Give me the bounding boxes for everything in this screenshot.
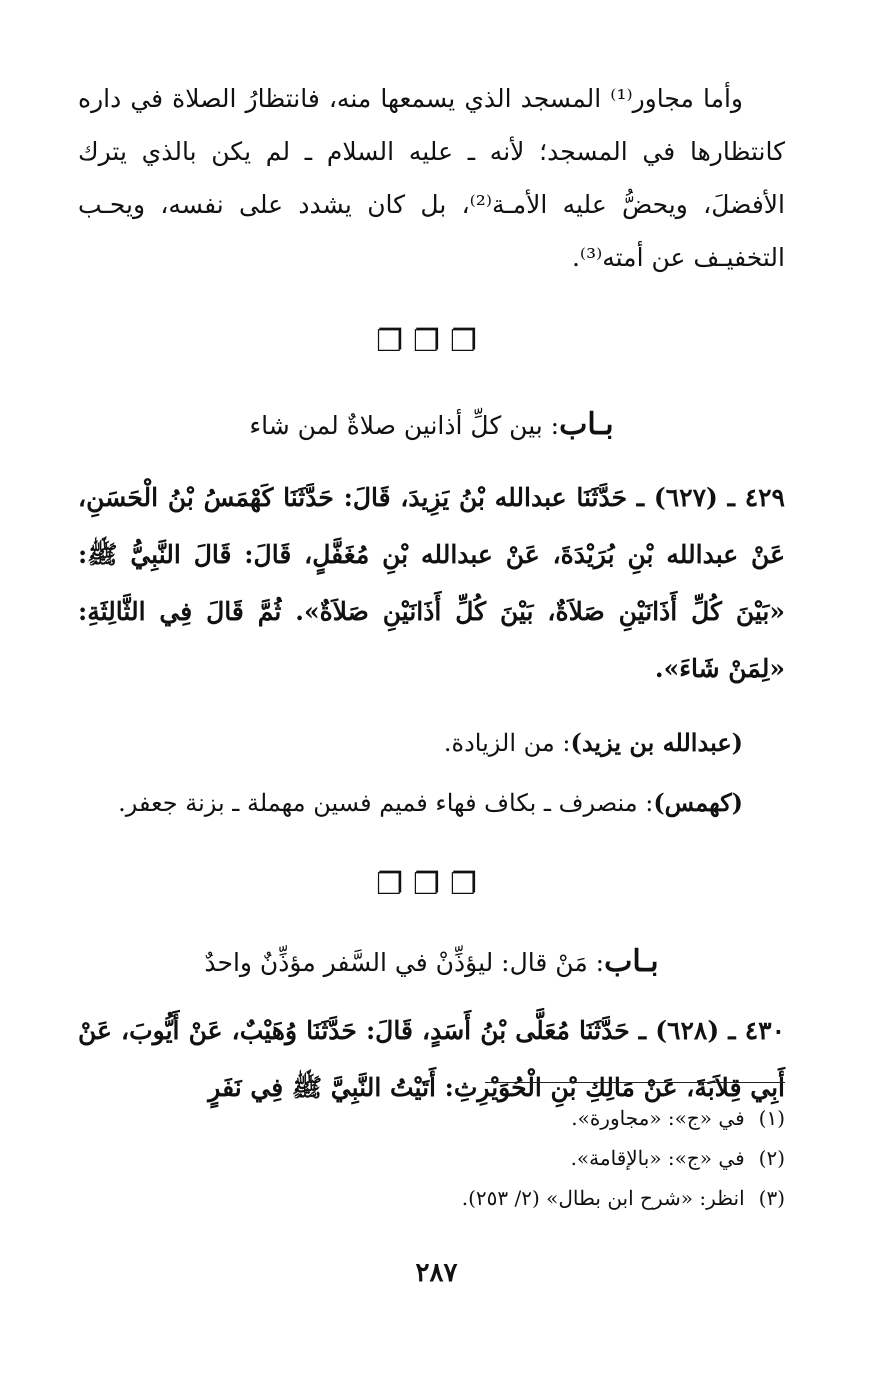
- chapter-label: بـاب: [559, 407, 614, 442]
- footnote: [78, 1178, 785, 1218]
- footnote-number: (٣): [758, 1186, 785, 1210]
- note-term: (كهمس): [653, 788, 743, 817]
- footnote-number: (٢): [758, 1146, 785, 1170]
- section-separator: ❐❐❐: [376, 324, 487, 359]
- commentary-note: [78, 781, 785, 825]
- intro-paragraph: وأما مجاور⁽¹⁾ المسجد الذي يسمعها منه، فانتظارُ الصلاة في داره كانتظارها في المسجد؛ لأنه ـ عليه السلام ـ لم يكن بالذي يترك الأفضلَ، ويحضُّ عليه الأمـة⁽²⁾، بل كان يشدد على نفسه، ويحـب التخفيـف عن أمته⁽³⁾.: [78, 84, 785, 272]
- footnotes: [78, 1098, 785, 1218]
- footnote-text: في «ج»: «بالإقامة».: [570, 1146, 745, 1170]
- page-number: ٢٨٧: [415, 1258, 458, 1288]
- note-term: (عبدالله بن يزيد): [570, 728, 743, 757]
- chapter-title: : بين كلِّ أذانين صلاةٌ لمن شاء: [249, 411, 560, 440]
- footnote-divider: [485, 1082, 785, 1083]
- hadith-text: ٤٢٩ ـ (٦٢٧) ـ حَدَّثَنَا عبدالله بْنُ يَزِيدَ، قَالَ: حَدَّثَنَا كَهْمَسُ بْنُ الْحَسَنِ، عَنْ عبدالله بْنِ بُرَيْدَةَ، عَنْ عبدالله بْنِ مُغَفَّلٍ، قَالَ: قَالَ النَّبِيُّ ﷺ: «بَيْنَ كُلِّ أَذَانَيْنِ صَلاَةٌ، بَيْنَ كُلِّ أَذَانَيْنِ صَلاَةٌ». ثُمَّ قَالَ فِي الثَّالِثَةِ: «لِمَنْ شَاءَ».: [78, 483, 785, 683]
- footnote-text: انظر: «شرح ابن بطال» (٢/ ٢٥٣).: [461, 1186, 745, 1210]
- footnote-number: (١): [758, 1106, 785, 1130]
- chapter-label: بـاب: [604, 944, 659, 979]
- note-text: : من الزيادة.: [443, 729, 571, 757]
- chapter-heading: [78, 400, 785, 451]
- chapter-title: : مَنْ قال: ليؤذِّنْ في السَّفر مؤذِّنٌ واحدٌ: [204, 948, 605, 977]
- note-text: : منصرف ـ بكاف فهاء فميم فسين مهملة ـ بزنة جعفر.: [118, 789, 654, 817]
- hadith-text: ٤٣٠ ـ (٦٢٨) ـ حَدَّثَنَا مُعَلَّى بْنُ أَسَدٍ، قَالَ: حَدَّثَنَا وُهَيْبٌ، عَنْ أَيُّوبَ، عَنْ أَبِي قِلاَبَةَ، عَنْ مَالِكِ بْنِ الْحُوَيْرِثِ: أَتَيْتُ النَّبِيَّ ﷺ فِي نَفَرٍ: [78, 1016, 786, 1102]
- section-separator: ❐❐❐: [376, 867, 487, 902]
- chapter-heading: [78, 937, 785, 988]
- footnote: [78, 1098, 785, 1138]
- footnote-text: في «ج»: «مجاورة».: [571, 1106, 745, 1130]
- footnote: [78, 1138, 785, 1178]
- commentary-note: [78, 721, 785, 765]
